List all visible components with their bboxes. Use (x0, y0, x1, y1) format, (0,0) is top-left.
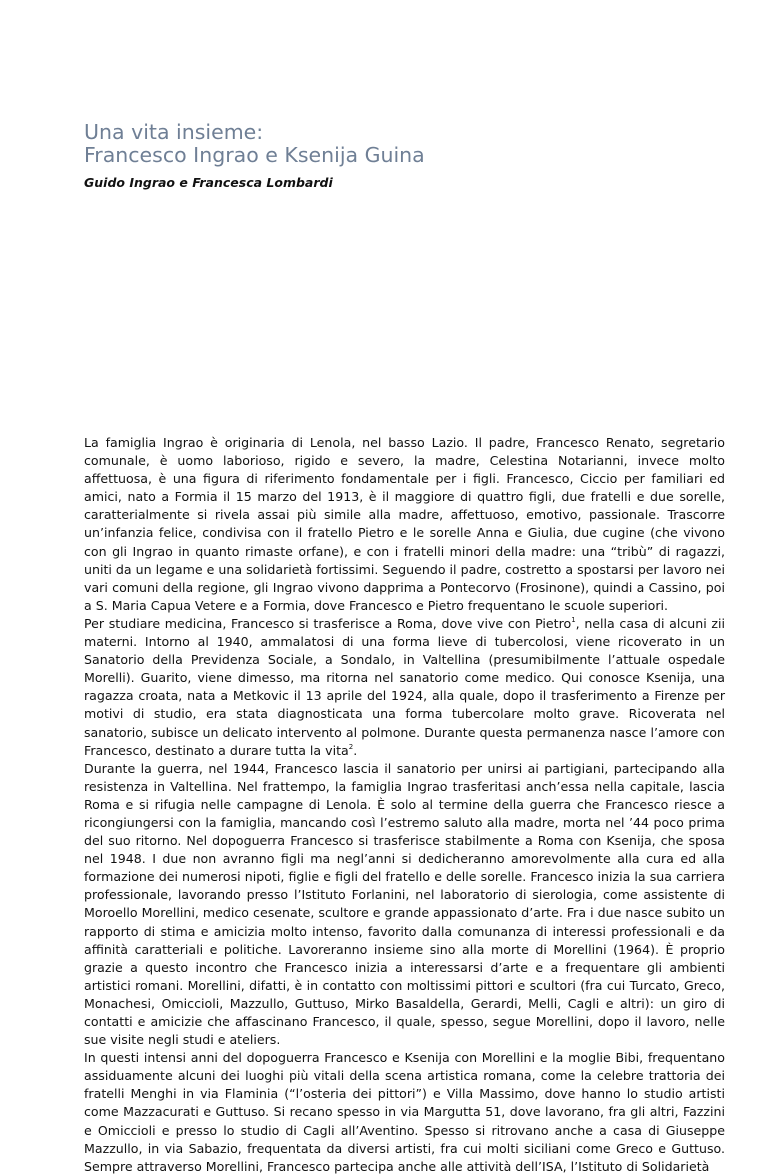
paragraph-4 (84, 1049, 725, 1176)
paragraph-2-text-start: Per studiare medicina, Francesco si trasferisce a Roma, dove vive con Pietro (84, 615, 572, 631)
paragraph-2-text-end: . (353, 742, 358, 758)
paragraph-4-text: In questi intensi anni del dopoguerra Francesco e Ksenija con Morellini e la moglie Bibi, frequentano assiduamente alcuni dei luoghi più vitali della scena artistica romana, come la celebre trattoria dei fratelli Menghi in via Flaminia (“l’osteria dei pittori”) e Villa Massimo, dove hanno lo studio artisti come Mazzacurati e Guttuso. Si recano spesso in via Margutta 51, dove lavorano, fra gli altri, Fazzini e Omiccioli e presso lo studio di Cagli all’Aventino. Spesso si ritrovano anche a casa di Giuseppe Mazzullo, in via Sabazio, frequentata da diversi artisti, fra cui molti siciliani come Greco e Guttuso. Sempre attraverso Morellini, Francesco partecipa anche alle attività dell’ISA, l’Istituto di Solidarietà (84, 1050, 725, 1174)
title-line-2: Francesco Ingrao e Ksenija Guina (84, 143, 425, 167)
footnote-ref-2[interactable]: 2 (348, 742, 354, 751)
paragraph-3 (84, 760, 725, 1050)
article-authors: Guido Ingrao e Francesca Lombardi (84, 175, 333, 190)
title-line-1: Una vita insieme: (84, 120, 264, 144)
paragraph-1-text: La famiglia Ingrao è originaria di Lenola, nel basso Lazio. Il padre, Francesco Renato, segretario comunale, è uomo laborioso, rigido e severo, la madre, Celestina Notarianni, invece molto affettuosa, è una figura di riferimento fondamentale per i figli. Francesco, Ciccio per familiari ed amici, nato a Formia il 15 marzo del 1913, è il maggiore di quattro figli, due fratelli e due sorelle, caratterialmente si rivela assai più simile alla madre, affettuoso, emotivo, passionale. Trascorre un’infanzia felice, condivisa con il fratello Pietro e le sorelle Anna e Giulia, due cugine (che vivono con gli Ingrao in quanto rimaste orfane), e con i fratelli minori della madre: una “tribù” di ragazzi, uniti da un legame e una solidarietà fortissimi. Seguendo il padre, costretto a spostarsi per lavoro nei vari comuni della regione, gli Ingrao vivono dapprima a Pontecorvo (Frosinone), quindi a Cassino, poi a S. Maria Capua Vetere e a Formia, dove Francesco e Pietro frequentano le scuole superiori. (84, 435, 725, 613)
footnote-ref-1[interactable]: 1 (571, 615, 576, 624)
paragraph-2 (84, 615, 725, 760)
paragraph-2-text-middle: , nella casa di alcuni zii materni. Intorno al 1940, ammalatosi di una forma lieve di tubercolosi, viene ricoverato in un Sanatorio della Previdenza Sociale, a Sondalo, in Valtellina (presumibilmente l’attuale ospedale Morelli). Guarito, viene dimesso, ma ritorna nel sanatorio come medico. Qui conosce Ksenija, una ragazza croata, nata a Metkovic il 13 aprile del 1924, alla quale, dopo il trasferimento a Firenze per motivi di studio, era stata diagnosticata una forma tubercolare molto grave. Ricoverata nel sanatorio, subisce un delicato intervento al polmone. Durante questa permanenza nasce l’amore con Francesco, destinato a durare tutta la vita (84, 615, 726, 758)
article-body (84, 434, 725, 1176)
paragraph-1 (84, 434, 725, 615)
paragraph-3-text: Durante la guerra, nel 1944, Francesco lascia il sanatorio per unirsi ai partigiani, partecipando alla resistenza in Valtellina. Nel frattempo, la famiglia Ingrao trasferitasi anch’essa nella capitale, lascia Roma e si rifugia nelle campagne di Lenola. È solo al termine della guerra che Francesco riesce a ricongiungersi con la famiglia, mancando così l’estremo saluto alla madre, morta nel ’44 poco prima del suo ritorno. Nel dopoguerra Francesco si trasferisce stabilmente a Roma con Ksenija, che sposa nel 1948. I due non avranno figli ma negl’anni si dedicheranno amorevolmente alla cura ed alla formazione dei numerosi nipoti, figlie e figli del fratello e delle sorelle. Francesco inizia la sua carriera professionale, lavorando presso l’Istituto Forlanini, nel laboratorio di sierologia, come assistente di Moroello Morellini, medico cesenate, scultore e grande appassionato d’arte. Fra i due nasce subito un rapporto di stima e amicizia molto intenso, favorito dalla comunanza di interessi professionali e da affinità caratteriali e politiche. Lavoreranno insieme sino alla morte di Morellini (1964). È proprio grazie a questo incontro che Francesco inizia a interessarsi d’arte e a frequentare gli ambienti artistici romani. Morellini, difatti, è in contatto con moltissimi pittori e scultori (fra cui Turcato, Greco, Monachesi, Omiccioli, Mazzullo, Guttuso, Mirko Basaldella, Gerardi, Melli, Cagli e altri): un giro di contatti e amicizie che affascinano Francesco, il quale, spesso, segue Morellini, dopo il lavoro, nelle sue visite negli studi e ateliers. (84, 760, 725, 1048)
article-title (84, 121, 724, 167)
